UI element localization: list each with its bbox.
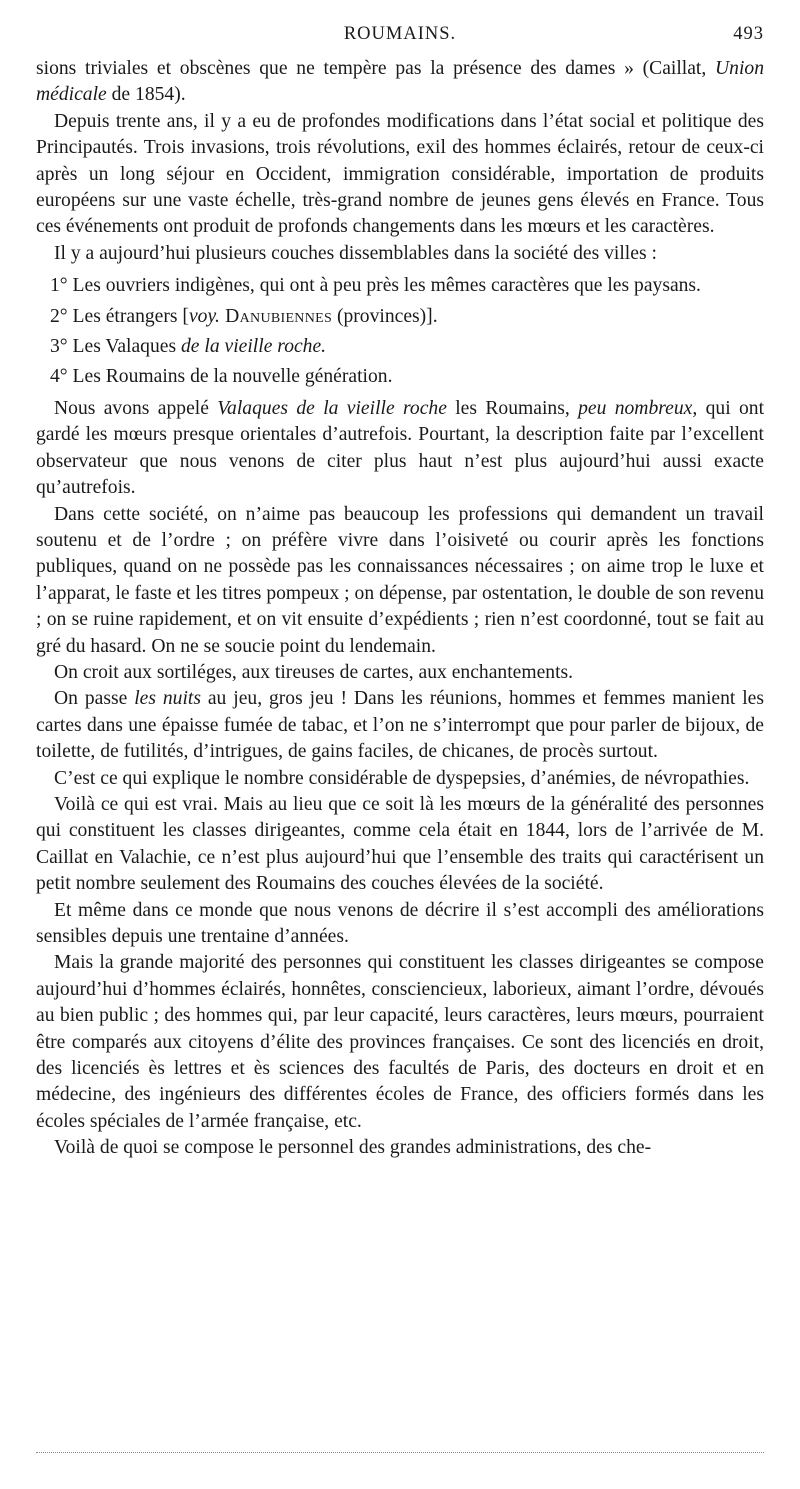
paragraph: Dans cette société, on n’aime pas beaucoup les professions qui demandent un travail soutenu et de l’ordre ; on préfère vivre dans l’oisiveté ou courir après les fonctions publiques, quand on ne possède pas les connaissances nécessaires ; on aime trop le luxe et l’apparat, le faste et les titres pompeux ; on dépense, par ostentation, le double de son revenu ; on se ruine rapidement, et on vit ensuite d’expédients ; rien n’est coordonné, tout se fait au gré du hasard. On ne se soucie point du lendemain. xyxy=(36,503,764,657)
list-item xyxy=(36,304,764,330)
italic-text: voy. xyxy=(188,305,220,327)
italic-citation: Union médicale xyxy=(36,58,764,106)
paragraph: Depuis trente ans, il y a eu de profondes modifications dans l’état social et politique des Principautés. Trois invasions, trois révolutions, exil des hommes éclairés, retour de ceux-ci après un long séjour en Occident, immigration considérable, importation de produits européens sur une vaste échelle, très-grand nombre de jeunes gens élevés en France. Tous ces événements ont produit de profonds changements dans les mœurs et les caractères. xyxy=(36,110,764,238)
italic-text: de la vieille roche. xyxy=(181,336,327,358)
paragraph-continues: Voilà de quoi se compose le personnel des grandes administrations, des che- xyxy=(54,1137,652,1159)
italic-text: peu nombreux, xyxy=(578,397,698,419)
text-run: de 1854). xyxy=(106,84,186,106)
text-run: On passe xyxy=(54,688,135,710)
page-number: 493 xyxy=(733,24,764,44)
body-text xyxy=(36,56,764,1162)
page-bottom-dotted-rule xyxy=(36,1452,764,1453)
text-run: 2° Les étrangers [ xyxy=(50,305,189,327)
text-run: au jeu, gros jeu ! Dans les réunions, hommes et femmes manient les cartes dans une épaisse fumée de tabac, et l’on ne s’interrompt que pour parler de bijoux, de toilette, de futilités, d’intrigues, de gains faciles, de chicanes, de procès surtout. xyxy=(36,688,764,763)
text-run: qui ont gardé les mœurs presque orientales d’autrefois. Pourtant, la description faite par l’excellent observateur que nous venons de citer plus haut n’est plus aujourd’hui aussi exacte qu’autrefois. xyxy=(36,397,765,499)
paragraph: Il y a aujourd’hui plusieurs couches dissemblables dans la société des villes : xyxy=(54,242,657,264)
list-item xyxy=(36,334,764,360)
page xyxy=(36,24,764,1162)
paragraph xyxy=(36,686,764,765)
text-run: Nous avons appelé xyxy=(54,397,218,419)
paragraph-continued xyxy=(36,56,764,109)
running-title: ROUMAINS. xyxy=(343,24,457,44)
text-run: sions triviales et obscènes que ne tempère pas la présence des dames » (Caillat, xyxy=(36,58,716,79)
italic-text: les nuits xyxy=(134,688,201,710)
list-item: 1° Les ouvriers indigènes, qui ont à peu près les mêmes caractères que les paysans. xyxy=(50,275,701,297)
text-run: les Roumains, xyxy=(446,397,579,419)
italic-text: Valaques de la vieille roche xyxy=(217,397,447,419)
paragraph: Et même dans ce monde que nous venons de décrire il s’est accompli des améliorations sensibles depuis une trentaine d’années. xyxy=(36,899,764,947)
paragraph: Mais la grande majorité des personnes qui constituent les classes dirigeantes se compose aujourd’hui d’hommes éclairés, honnêtes, consciencieux, laborieux, aimant l’ordre, dévoués au bien public ; des hommes qui, par leur capacité, leurs caractères, leurs mœurs, pourraient être comparés aux citoyens d’élite des provinces françaises. Ce sont des licenciés en droit, des licenciés ès lettres et ès sciences des facultés de Paris, des docteurs en droit et en médecine, des ingénieurs des différentes écoles de France, des officiers formés dans les écoles spéciales de l’armée française, etc. xyxy=(36,952,764,1132)
list-item: 4° Les Roumains de la nouvelle génération. xyxy=(50,366,393,388)
paragraph: C’est ce qui explique le nombre considérable de dyspepsies, d’anémies, de névropathies. xyxy=(54,767,750,789)
small-caps-text: Danubiennes xyxy=(219,305,333,327)
text-run: 3° Les Valaques xyxy=(50,336,181,358)
paragraph: On croit aux sortiléges, aux tireuses de cartes, aux enchantements. xyxy=(54,661,574,683)
paragraph xyxy=(36,396,764,502)
running-head xyxy=(36,24,764,52)
text-run: (provinces)]. xyxy=(332,305,438,327)
paragraph: Voilà ce qui est vrai. Mais au lieu que ce soit là les mœurs de la généralité des personnes qui constituent les classes dirigeantes, comme cela était en 1844, lors de l’arrivée de M. Caillat en Valachie, ce n’est plus aujourd’hui que l’ensemble des traits qui caractérisent un petit nombre seulement des Roumains des couches élevées de la société. xyxy=(36,793,764,895)
